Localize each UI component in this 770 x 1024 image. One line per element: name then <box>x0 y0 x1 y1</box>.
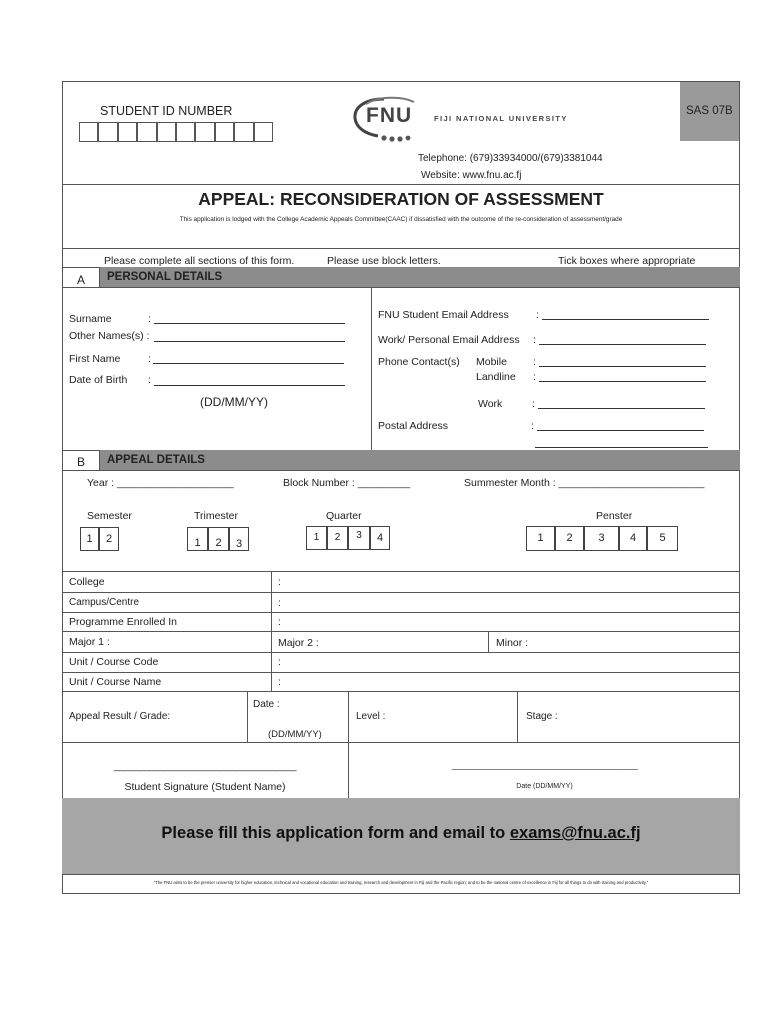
page-subtitle: This application is lodged with the College Academic Appeals Committee(CAAC) if dissatisfied with the outcome of the re-consideration of assessment/grade <box>179 216 623 223</box>
divider <box>62 248 740 249</box>
signature-field[interactable]: ____________________________________ <box>113 761 297 772</box>
first-name-field[interactable] <box>153 363 344 364</box>
campus-field[interactable]: : <box>278 597 281 609</box>
colon: : <box>532 398 535 410</box>
divider <box>62 672 740 673</box>
stage-label: Stage : <box>526 711 558 722</box>
colon: : <box>533 334 536 346</box>
colon: : <box>533 371 536 383</box>
semester-boxes[interactable] <box>80 527 119 551</box>
major1-label: Major 1 : <box>69 636 110 648</box>
work-label: Work <box>478 398 503 410</box>
landline-field[interactable] <box>539 381 706 382</box>
divider <box>247 691 248 742</box>
divider <box>371 287 372 450</box>
work-email-field[interactable] <box>539 344 706 345</box>
colon: : <box>148 313 151 325</box>
student-id-boxes[interactable] <box>79 122 273 142</box>
instruction-tick: Tick boxes where appropriate <box>558 255 696 267</box>
quarter-option[interactable]: 3 <box>348 526 370 550</box>
fnu-logo <box>352 94 437 144</box>
quarter-option[interactable]: 1 <box>306 526 327 550</box>
signature-label: Student Signature (Student Name) <box>124 781 286 793</box>
penster-option[interactable]: 2 <box>555 526 584 551</box>
quarter-option[interactable]: 4 <box>370 526 390 550</box>
divider <box>517 691 518 742</box>
first-name-label: First Name <box>69 353 121 365</box>
surname-label: Surname <box>69 313 112 325</box>
postal-field[interactable] <box>537 430 704 431</box>
id-digit-box[interactable] <box>118 122 137 142</box>
mobile-label: Mobile <box>476 356 507 368</box>
telephone: Telephone: (679)33934000/(679)3381044 <box>418 153 603 164</box>
divider <box>62 652 740 653</box>
id-digit-box[interactable] <box>79 122 98 142</box>
semester-option[interactable]: 2 <box>99 527 119 551</box>
divider <box>62 287 740 288</box>
colon: : <box>531 420 534 432</box>
divider <box>99 267 100 287</box>
divider <box>348 691 349 798</box>
college-label: College <box>69 576 105 588</box>
id-digit-box[interactable] <box>254 122 273 142</box>
colon: : <box>148 353 151 365</box>
form-code: SAS 07B <box>686 105 733 117</box>
postal-field-2[interactable] <box>535 447 708 448</box>
colon: : <box>536 309 539 321</box>
work-phone-field[interactable] <box>538 408 705 409</box>
major2-label: Major 2 : <box>278 637 319 649</box>
colon: : <box>533 356 536 368</box>
work-email-label: Work/ Personal Email Address <box>378 334 520 346</box>
unit-code-field[interactable]: : <box>278 656 281 668</box>
id-digit-box[interactable] <box>98 122 117 142</box>
signature-date-label: Date (DD/MM/YY) <box>516 783 573 790</box>
section-a-letter: A <box>77 273 86 287</box>
instruction-complete: Please complete all sections of this form. <box>104 255 295 267</box>
footer-instruction <box>62 824 740 843</box>
instruction-block: Please use block letters. <box>327 255 441 267</box>
unit-code-label: Unit / Course Code <box>69 656 159 668</box>
trimester-label: Trimester <box>194 510 238 522</box>
divider <box>62 691 740 692</box>
dob-field[interactable] <box>154 385 345 386</box>
divider <box>62 184 740 185</box>
page-title: APPEAL: RECONSIDERATION OF ASSESSMENT <box>198 189 604 209</box>
id-digit-box[interactable] <box>195 122 214 142</box>
date-format: (DD/MM/YY) <box>268 729 322 740</box>
divider <box>62 742 740 743</box>
postal-label: Postal Address <box>378 420 449 432</box>
divider <box>62 874 740 875</box>
divider <box>62 631 740 632</box>
penster-boxes[interactable] <box>526 526 678 551</box>
email-label: FNU Student Email Address <box>378 309 509 321</box>
phone-label: Phone Contact(s) <box>378 356 460 368</box>
unit-name-label: Unit / Course Name <box>69 676 162 688</box>
block-number-field[interactable]: Block Number : _________ <box>283 477 411 489</box>
programme-label: Programme Enrolled In <box>69 616 177 628</box>
footer-instruction-text: Please fill this application form and email to <box>161 824 510 842</box>
penster-label: Penster <box>596 510 633 522</box>
college-field[interactable]: : <box>278 576 281 588</box>
level-label: Level : <box>356 711 386 722</box>
section-b-title: APPEAL DETAILS <box>107 454 205 466</box>
mission-statement: "The FNU aims to be the premier university for higher education, technical and vocational education and training, research and development in Fiji and the Pacific region; and to be the national centre of excellence in Fiji for all things to do with training and productivity." <box>153 880 649 885</box>
divider <box>62 592 740 593</box>
quarter-label: Quarter <box>326 510 362 522</box>
id-digit-box[interactable] <box>234 122 253 142</box>
trimester-option[interactable]: 1 <box>187 527 208 551</box>
dob-label: Date of Birth <box>69 374 128 386</box>
id-digit-box[interactable] <box>157 122 176 142</box>
id-digit-box[interactable] <box>176 122 195 142</box>
divider <box>271 571 272 692</box>
email-field[interactable] <box>542 319 709 320</box>
divider <box>488 631 489 652</box>
semester-option[interactable]: 1 <box>80 527 99 551</box>
signature-date-field[interactable]: _______________________________________________ <box>451 761 638 770</box>
surname-field[interactable] <box>154 323 345 324</box>
website[interactable]: Website: www.fnu.ac.fj <box>421 170 522 181</box>
summester-field[interactable]: Summester Month : _________________________ <box>464 477 705 489</box>
minor-label: Minor : <box>496 637 529 649</box>
divider <box>62 612 740 613</box>
penster-option[interactable]: 1 <box>526 526 555 551</box>
divider <box>99 450 100 470</box>
unit-name-field[interactable]: : <box>278 676 281 688</box>
divider <box>62 571 740 572</box>
year-field[interactable]: Year : ____________________ <box>87 477 234 489</box>
colon: : <box>148 374 151 386</box>
section-b-letter: B <box>77 455 86 469</box>
appeal-result-label: Appeal Result / Grade: <box>69 711 171 722</box>
other-names-label: Other Names(s) : <box>69 330 150 342</box>
landline-label: Landline <box>476 371 516 383</box>
section-a-title: PERSONAL DETAILS <box>107 271 223 283</box>
quarter-boxes[interactable] <box>306 526 390 550</box>
penster-option[interactable]: 4 <box>619 526 647 551</box>
trimester-option[interactable]: 3 <box>229 527 249 551</box>
programme-field[interactable]: : <box>278 616 281 628</box>
student-id-label: STUDENT ID NUMBER <box>100 104 233 118</box>
fnu-logo-text: FNU <box>366 104 413 127</box>
id-digit-box[interactable] <box>137 122 156 142</box>
penster-option[interactable]: 5 <box>647 526 678 551</box>
penster-option[interactable]: 3 <box>584 526 619 551</box>
id-digit-box[interactable] <box>215 122 234 142</box>
footer-email-link[interactable]: exams@fnu.ac.fj <box>509 824 641 842</box>
other-names-field[interactable] <box>154 341 345 342</box>
dob-format: (DD/MM/YY) <box>200 395 268 409</box>
mobile-field[interactable] <box>539 366 706 367</box>
university-name: FIJI NATIONAL UNIVERSITY <box>434 114 568 123</box>
trimester-boxes[interactable] <box>187 527 249 551</box>
date-label: Date : <box>253 699 280 710</box>
semester-label: Semester <box>87 510 132 522</box>
campus-label: Campus/Centre <box>69 597 140 608</box>
trimester-option[interactable]: 2 <box>208 527 229 551</box>
quarter-option[interactable]: 2 <box>327 526 348 550</box>
divider <box>62 470 740 471</box>
